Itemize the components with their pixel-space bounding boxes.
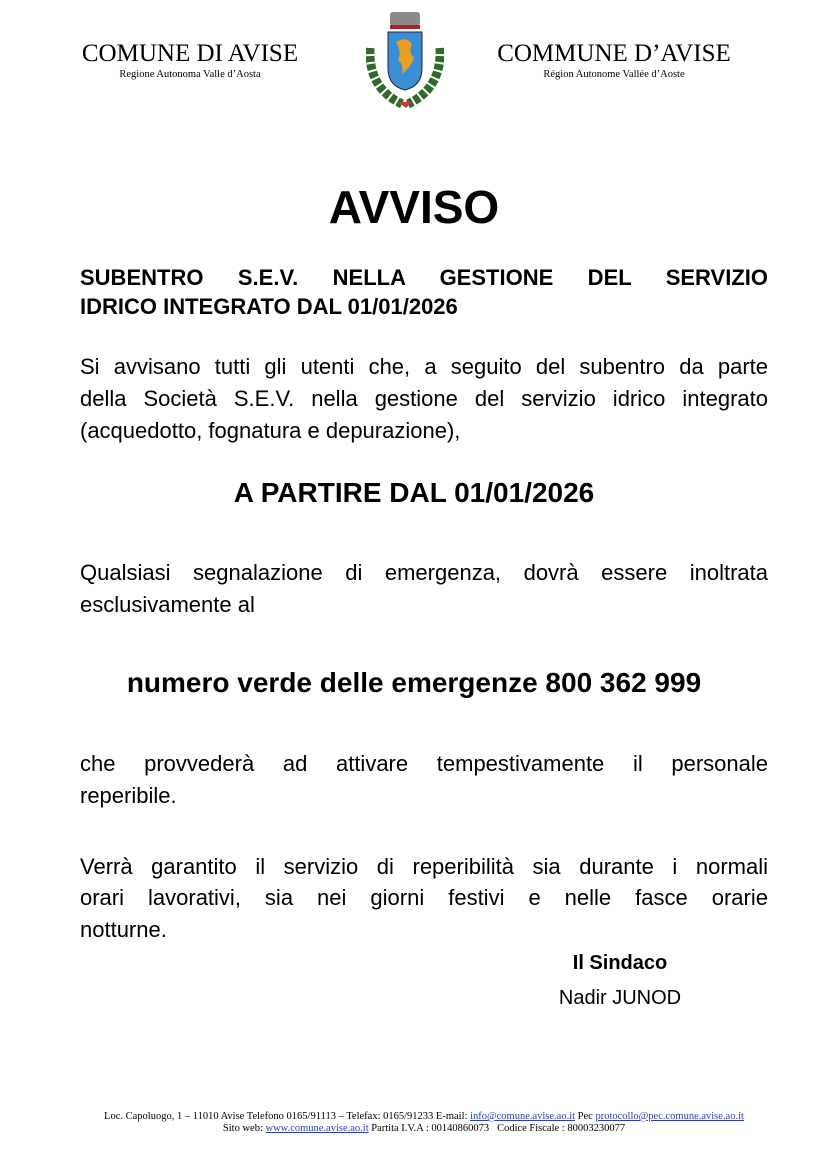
footer-line-2: [0, 1123, 828, 1135]
emergency-line: Qualsiasi segnalazione di emergenza, dovrà essere inoltrata: [80, 560, 768, 585]
service-line: notturne.: [80, 917, 167, 942]
region-fr: Région Autonome Vallée d’Aoste: [543, 69, 685, 80]
web-label: Sito web:: [222, 1123, 263, 1134]
footer-address: Loc. Capoluogo, 1 – 11010 Avise Telefono 0165/91113 – Telefax: 0165/91233 E-mail:: [104, 1111, 468, 1122]
intro-line: Si avvisano tutti gli utenti che, a seguito del subentro da parte: [80, 354, 768, 379]
intro-line: (acquedotto, fognatura e depurazione),: [80, 418, 461, 443]
footer-line-1: [0, 1111, 828, 1123]
header-left: [78, 40, 302, 81]
date-heading: A PARTIRE DAL 01/01/2026: [233, 477, 595, 508]
notice-title: AVVISO: [328, 181, 500, 233]
signature-role: Il Sindaco: [572, 952, 668, 974]
emergency-number-heading: numero verde delle emergenze 800 362 999: [126, 667, 702, 698]
vat-number: Partita I.V.A : 00140860073: [371, 1123, 490, 1134]
website-link[interactable]: www.comune.avise.ao.it: [265, 1123, 369, 1134]
pec-label: Pec: [577, 1111, 593, 1122]
tax-code: Codice Fiscale : 80003230077: [497, 1123, 626, 1134]
signature-name: Nadir JUNOD: [558, 987, 682, 1009]
region-it: Regione Autonoma Valle d’Aosta: [119, 69, 261, 80]
subject-line: SUBENTRO S.E.V. NELLA GESTIONE DEL SERVIZIO: [80, 265, 768, 290]
staff-line: reperibile.: [80, 783, 177, 808]
header-right: [494, 40, 734, 81]
pec-link[interactable]: protocollo@pec.comune.avise.ao.it: [595, 1111, 744, 1122]
comune-title-it: COMUNE DI AVISE: [81, 40, 299, 67]
comune-title-fr: COMMUNE D’AVISE: [497, 40, 731, 67]
municipal-crest-icon: [366, 8, 444, 110]
email-link[interactable]: info@comune.avise.ao.it: [470, 1111, 576, 1122]
service-line: orari lavorativi, sia nei giorni festivi e nelle fasce orarie: [80, 885, 768, 910]
subject-line: IDRICO INTEGRATO DAL 01/01/2026: [80, 294, 458, 319]
intro-line: della Società S.E.V. nella gestione del servizio idrico integrato: [80, 386, 768, 411]
emergency-line: esclusivamente al: [80, 592, 255, 617]
service-line: Verrà garantito il servizio di reperibilità sia durante i normali: [80, 854, 768, 879]
staff-line: che provvederà ad attivare tempestivamente il personale: [80, 751, 768, 776]
